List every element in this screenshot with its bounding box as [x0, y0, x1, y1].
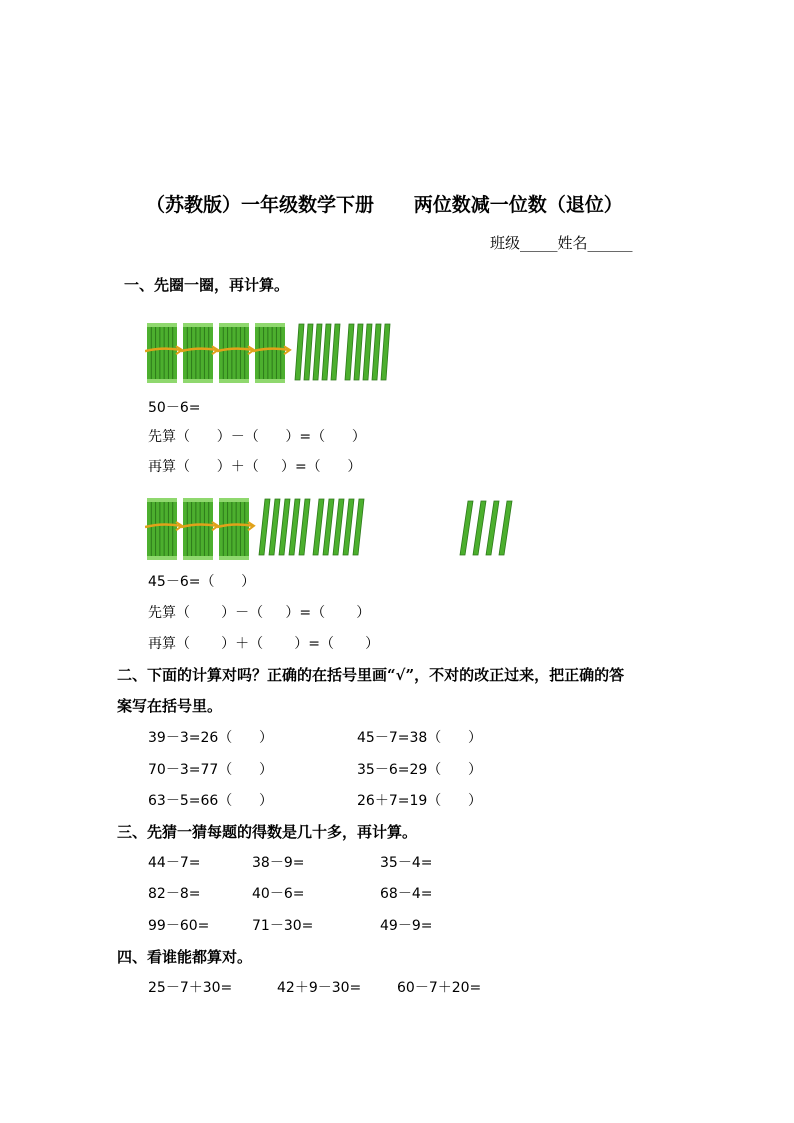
guess-item: 44－7= — [148, 855, 201, 871]
problem-1-second-step: 再算（ ）＋（ ）=（ ） — [148, 459, 362, 475]
loose-stick — [299, 499, 310, 555]
loose-stick — [304, 324, 313, 380]
mixed-calc-item: 25－7＋30= — [148, 980, 233, 996]
loose-stick — [295, 324, 304, 380]
page-title: （苏教版）一年级数学下册 两位数减一位数（退位） — [146, 194, 623, 216]
separate-sticks-picture — [458, 499, 520, 559]
guess-item: 49－9= — [380, 918, 433, 934]
check-item: 63－5=66（ ） — [148, 793, 273, 809]
guess-item: 68－4= — [380, 886, 433, 902]
loose-stick — [499, 501, 512, 555]
section-3-heading: 三、先猜一猜每题的得数是几十多，再计算。 — [117, 823, 418, 841]
stick-bundle — [181, 498, 218, 560]
check-item: 26＋7=19（ ） — [357, 793, 482, 809]
stick-bundle — [253, 323, 290, 383]
check-item: 45－7=38（ ） — [357, 730, 482, 746]
loose-stick — [473, 501, 486, 555]
guess-item: 82－8= — [148, 886, 201, 902]
loose-stick — [372, 324, 381, 380]
stick-bundle — [145, 498, 182, 560]
class-name-line: 班级_____姓名______ — [490, 234, 633, 252]
stick-bundle — [145, 323, 182, 383]
loose-stick — [345, 324, 354, 380]
loose-stick — [354, 324, 363, 380]
loose-stick — [343, 499, 354, 555]
stick-bundle — [217, 498, 254, 560]
loose-stick — [381, 324, 390, 380]
section-1-heading: 一、先圈一圈，再计算。 — [124, 276, 290, 294]
stick-bundle — [217, 323, 254, 383]
problem-2-equation: 45－6=（ ） — [148, 574, 256, 590]
loose-stick — [322, 324, 331, 380]
stick-bundles-picture-2 — [145, 497, 385, 561]
loose-stick — [460, 501, 473, 555]
check-item: 39－3=26（ ） — [148, 730, 273, 746]
guess-item: 38－9= — [252, 855, 305, 871]
guess-item: 35－4= — [380, 855, 433, 871]
stick-bundles-picture-1 — [145, 322, 420, 384]
loose-stick — [279, 499, 290, 555]
loose-stick — [331, 324, 340, 380]
guess-item: 99－60= — [148, 918, 210, 934]
mixed-calc-item: 60－7＋20= — [397, 980, 482, 996]
section-2-heading-line-2: 案写在括号里。 — [117, 697, 223, 715]
problem-2-second-step: 再算（ ）＋（ ）=（ ） — [148, 636, 380, 652]
check-item: 70－3=77（ ） — [148, 762, 273, 778]
problem-1-equation: 50－6= — [148, 400, 201, 416]
loose-stick — [353, 499, 364, 555]
problem-1-first-step: 先算（ ）－（ ）=（ ） — [148, 429, 366, 445]
loose-stick — [269, 499, 280, 555]
loose-stick — [486, 501, 499, 555]
stick-bundle — [181, 323, 218, 383]
loose-stick — [259, 499, 270, 555]
section-2-heading-line-1: 二、下面的计算对吗？正确的在括号里画“√”，不对的改正过来，把正确的答 — [117, 666, 625, 684]
loose-stick — [313, 499, 324, 555]
check-item: 35－6=29（ ） — [357, 762, 482, 778]
guess-item: 71－30= — [252, 918, 314, 934]
loose-stick — [323, 499, 334, 555]
loose-stick — [363, 324, 372, 380]
mixed-calc-item: 42＋9－30= — [277, 980, 362, 996]
loose-stick — [313, 324, 322, 380]
problem-2-first-step: 先算（ ）－（ ）=（ ） — [148, 605, 371, 621]
loose-stick — [333, 499, 344, 555]
guess-item: 40－6= — [252, 886, 305, 902]
section-4-heading: 四、看谁能都算对。 — [117, 948, 253, 966]
loose-stick — [289, 499, 300, 555]
